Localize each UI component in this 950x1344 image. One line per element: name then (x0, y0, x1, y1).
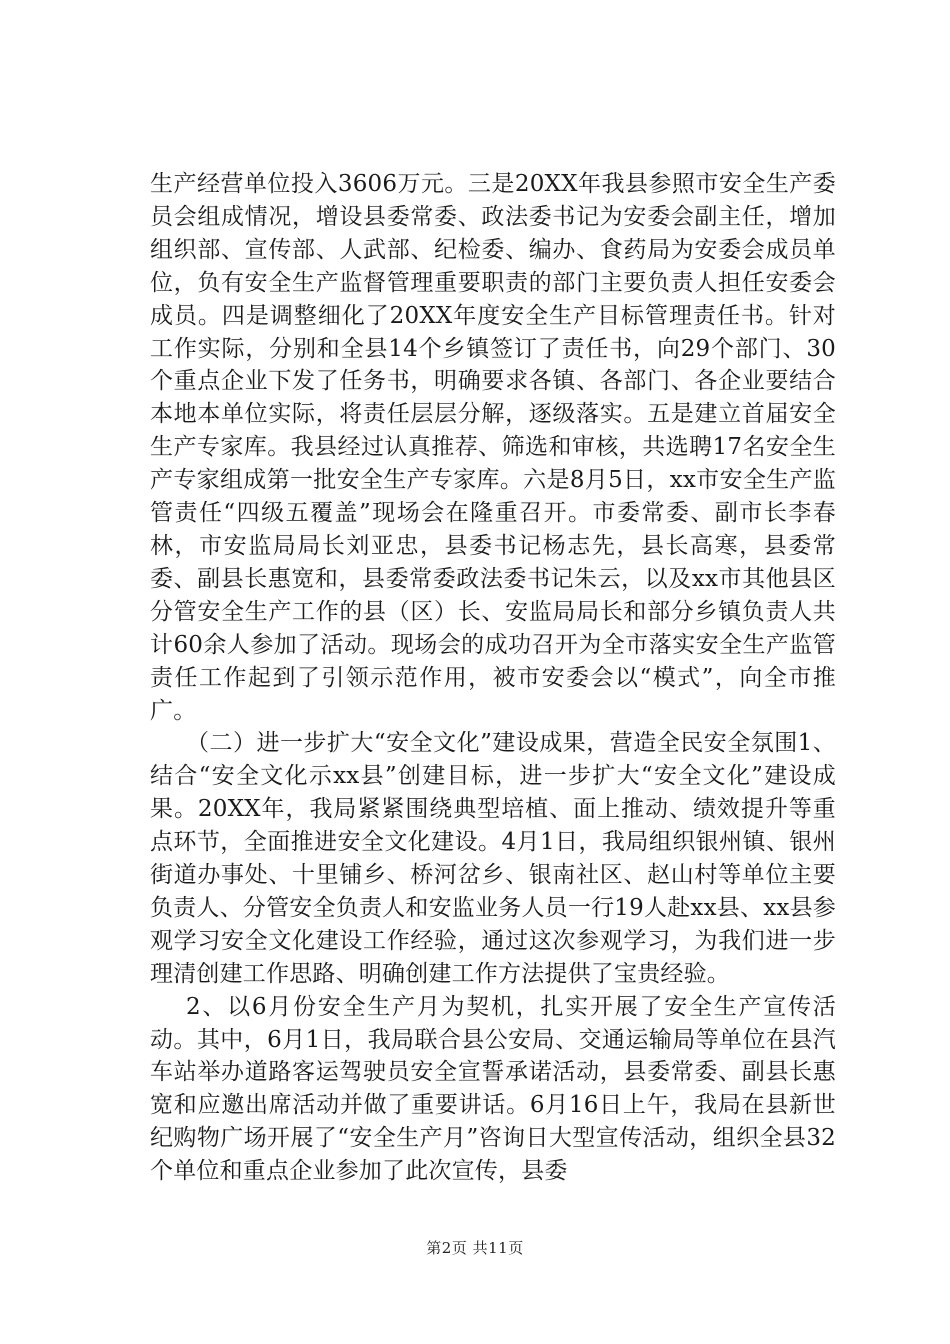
document-body (150, 168, 836, 1188)
page-number-footer: 第2页 共11页 (426, 1239, 524, 1257)
paragraph-safety-month: 2、以6月份安全生产月为契机，扎实开展了安全生产宣传活动。其中，6月1日，我局联合县公安局、交通运输局等单位在县汽车站举办道路客运驾驶员安全宣誓承诺活动，县委常委、副县长惠宽和应邀出席活动并做了重要讲话。6月16日上午，我局在县新世纪购物广场开展了“安全生产月”咨询日大型宣传活动，组织全县32个单位和重点企业参加了此次宣传，县委 (150, 993, 836, 1185)
paragraph-responsibility-system: 生产经营单位投入3606万元。三是20XX年我县参照市安全生产委员会组成情况，增设县委常委、政法委书记为安委会副主任，增加组织部、宣传部、人武部、纪检委、编办、食药局为安委会成员单位，负有安全生产监督管理重要职责的部门主要负责人担任安委会成员。四是调整细化了20XX年度安全生产目标管理责任书。针对工作实际，分别和全县14个乡镇签订了责任书，向29个部门、30个重点企业下发了任务书，明确要求各镇、各部门、各企业要结合本地本单位实际，将责任层层分解，逐级落实。五是建立首届安全生产专家库。我县经过认真推荐、筛选和审核，共选聘17名安全生产专家组成第一批安全生产专家库。六是8月5日，xx市安全生产监管责任“四级五覆盖”现场会在隆重召开。市委常委、副市长李春林，市安监局局长刘亚忠，县委书记杨志先，县长高寒，县委常委、副县长惠宽和，县委常委政法委书记朱云，以及xx市其他县区分管安全生产工作的县（区）长、安监局局长和部分乡镇负责人共计60余人参加了活动。现场会的成功召开为全市落实安全生产监管责任工作起到了引领示范作用，被市安委会以“模式”，向全市推广。 (150, 171, 836, 724)
paragraph-safety-culture: （二）进一步扩大“安全文化”建设成果，营造全民安全氛围1、结合“安全文化示xx县”创建目标，进一步扩大“安全文化”建设成果。20XX年，我局紧紧围绕典型培植、面上推动、绩效提升等重点环节，全面推进安全文化建设。4月1日，我局组织银州镇、银州街道办事处、十里铺乡、桥河岔乡、银南社区、赵山村等单位主要负责人、分管安全负责人和安监业务人员一行19人赴xx县、xx县参观学习安全文化建设工作经验，通过这次参观学习，为我们进一步理清创建工作思路、明确创建工作方法提供了宝贵经验。 (150, 730, 836, 987)
